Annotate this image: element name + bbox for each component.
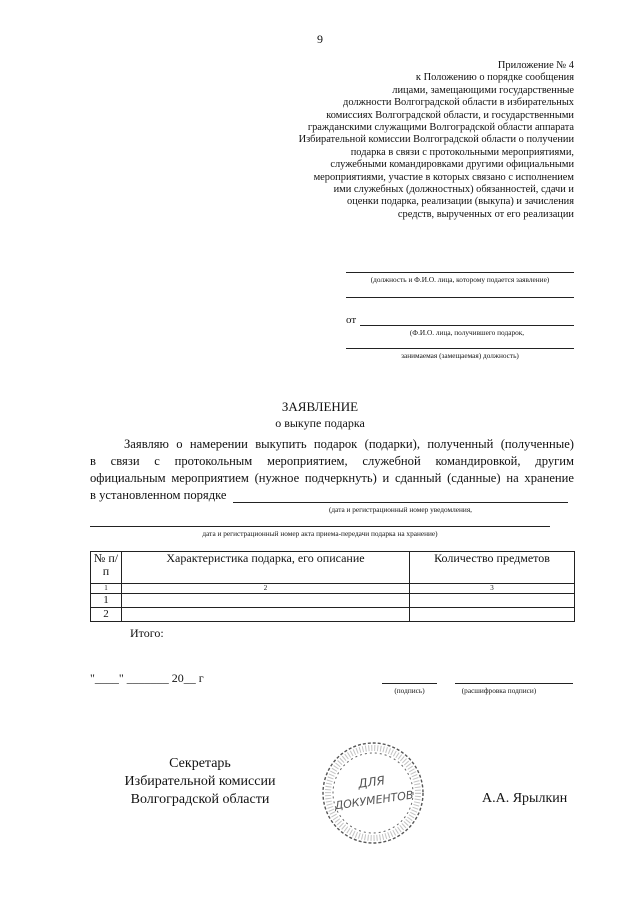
appendix-line: ими служебных (должностных) обязанностей, сдачи и bbox=[333, 184, 574, 196]
row-description[interactable] bbox=[122, 594, 410, 608]
body-line: в связи с протокольным мероприятием, служебной командировкой, другим bbox=[90, 454, 574, 468]
secretary-line: Секретарь bbox=[169, 756, 231, 771]
addressee-line-2[interactable] bbox=[346, 297, 574, 298]
appendix-line: Приложение № 4 bbox=[497, 60, 574, 71]
secretary-line: Избирательной комиссии bbox=[124, 774, 276, 789]
row-number: 2 bbox=[91, 608, 122, 622]
body-line: Заявляю о намерении выкупить подарок (подарки), полученный (полученные) bbox=[124, 437, 574, 451]
caption-decode: (расшифровка подписи) bbox=[461, 686, 537, 695]
caption-notice: (дата и регистрационный номер уведомления, bbox=[329, 505, 472, 514]
gift-table bbox=[90, 551, 575, 622]
appendix-header bbox=[274, 60, 574, 221]
total-label: Итого: bbox=[130, 626, 164, 640]
row-description[interactable] bbox=[122, 608, 410, 622]
page-number: 9 bbox=[317, 32, 323, 46]
column-number: 1 bbox=[91, 584, 122, 594]
appendix-line: Избирательной комиссии Волгоградской области о получении bbox=[298, 134, 574, 146]
addressee-line[interactable] bbox=[346, 272, 574, 273]
row-quantity[interactable] bbox=[410, 608, 575, 622]
column-number: 2 bbox=[122, 584, 410, 594]
act-line[interactable] bbox=[90, 526, 550, 527]
stamp-text-1: ДЛЯ bbox=[357, 773, 386, 791]
row-number: 1 bbox=[91, 594, 122, 608]
appendix-line: гражданскими служащими Волгоградской области аппарата bbox=[307, 122, 574, 134]
appendix-line: комиссиях Волгоградской области, и государственными bbox=[326, 109, 574, 121]
table-row bbox=[91, 608, 575, 622]
appendix-line: служебными командировками другими официальными bbox=[330, 159, 574, 171]
appendix-line: должности Волгоградской области в избирательных bbox=[343, 97, 574, 109]
document-subtitle: о выкупе подарка bbox=[275, 416, 365, 430]
caption-addressee: (должность и Ф.И.О. лица, которому подается заявление) bbox=[370, 275, 550, 284]
caption-act: дата и регистрационный номер акта приема-передачи подарка на хранение) bbox=[202, 529, 438, 538]
appendix-line: к Положению о порядке сообщения bbox=[415, 72, 574, 84]
header-num: № п/п bbox=[91, 552, 122, 584]
caption-signature: (подпись) bbox=[394, 686, 425, 695]
appendix-line: подарка в связи с протокольными мероприятиями, bbox=[350, 146, 574, 158]
caption-sender: (Ф.И.О. лица, получившего подарок, bbox=[409, 328, 525, 337]
signature-decode-line[interactable] bbox=[455, 683, 573, 684]
document-title: ЗАЯВЛЕНИЕ bbox=[281, 399, 359, 414]
header-quantity: Количество предметов bbox=[410, 552, 575, 584]
date-field[interactable]: "____" _______ 20__ г bbox=[90, 671, 204, 685]
appendix-line: мероприятиями, участие в которых связано с исполнением bbox=[313, 171, 574, 183]
appendix-line: оценки подарка, реализации (выкупа) и зачисления bbox=[347, 196, 574, 208]
signature-line[interactable] bbox=[382, 683, 437, 684]
sender-position-line[interactable] bbox=[346, 348, 574, 349]
row-quantity[interactable] bbox=[410, 594, 575, 608]
secretary-title bbox=[100, 755, 300, 809]
stamp bbox=[318, 738, 428, 848]
appendix-line: лицами, замещающими государственные bbox=[392, 84, 574, 96]
column-number: 3 bbox=[410, 584, 575, 594]
caption-position: занимаемая (замещаемая) должность) bbox=[401, 351, 519, 360]
table-row bbox=[91, 594, 575, 608]
secretary-name: А.А. Ярылкин bbox=[482, 791, 568, 806]
appendix-line: средств, вырученных от его реализации bbox=[397, 208, 574, 220]
header-description: Характеристика подарка, его описание bbox=[122, 552, 410, 584]
secretary-line: Волгоградской области bbox=[130, 792, 270, 807]
body-line: в установленном порядке bbox=[90, 488, 227, 502]
sender-name-line[interactable] bbox=[360, 325, 574, 326]
notice-line[interactable] bbox=[233, 502, 568, 503]
body-line: официальным мероприятием (нужное подчеркнуть) и сданный (сданные) на хранение bbox=[90, 471, 574, 485]
from-label: от bbox=[346, 314, 357, 326]
stamp-text-2: ДОКУМЕНТОВ bbox=[333, 788, 415, 813]
